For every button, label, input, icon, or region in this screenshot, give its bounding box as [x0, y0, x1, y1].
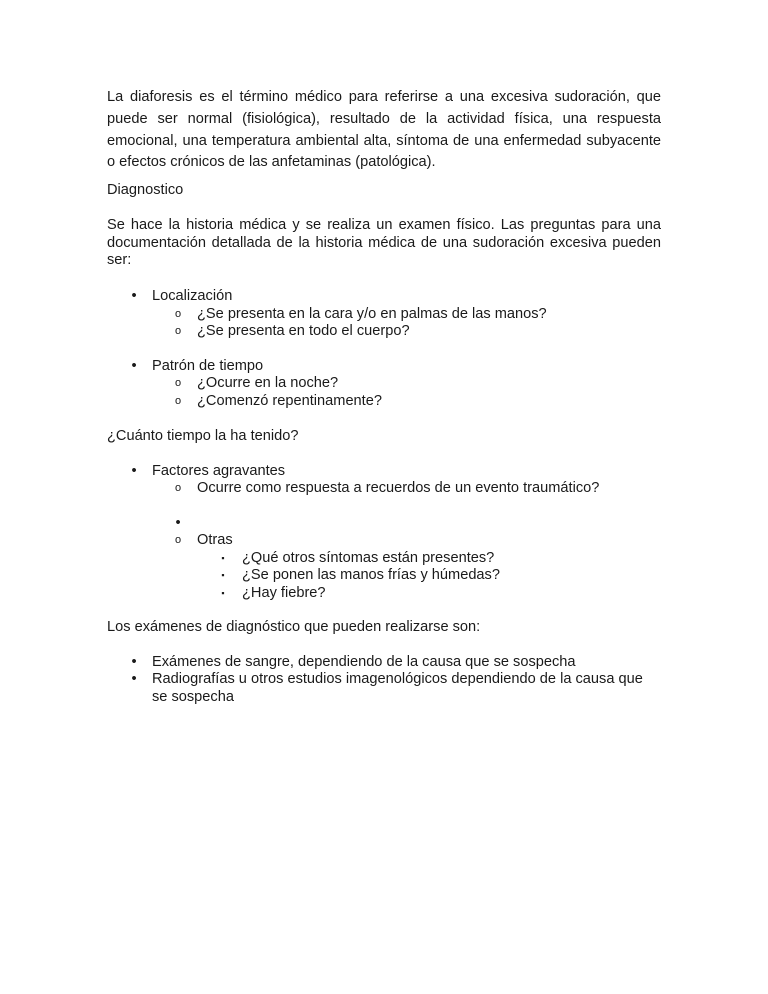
bullet-icon: • [131, 358, 137, 374]
list-item [107, 584, 661, 602]
historia-paragraph: Se hace la historia médica y se realiza un examen físico. Las preguntas para una documentación detallada de la historia médica de una sudoración excesiva pueden ser: [107, 217, 661, 268]
cuanto-paragraph: ¿Cuánto tiempo la ha tenido? [107, 428, 299, 444]
item-otras-q2: ¿Se ponen las manos frías y húmedas? [242, 567, 500, 583]
list-item [107, 357, 661, 375]
item-radiografias: Radiografías u otros estudios imagenológicos dependiendo de la causa que se sospecha [152, 671, 643, 705]
list-item [107, 392, 661, 410]
item-loc-q2: ¿Se presenta en todo el cuerpo? [197, 323, 410, 339]
circle-bullet-icon: o [174, 534, 182, 546]
circle-bullet-icon: o [174, 395, 182, 407]
examenes-paragraph: Los exámenes de diagnóstico que pueden realizarse son: [107, 619, 481, 635]
item-pat-q2: ¿Comenzó repentinamente? [197, 393, 382, 409]
circle-bullet-icon: o [174, 482, 182, 494]
square-bullet-icon: ▪ [221, 570, 225, 580]
bullet-icon: • [131, 288, 137, 304]
bullet-icon: • [131, 463, 137, 479]
item-fac-q1: Ocurre como respuesta a recuerdos de un evento traumático? [197, 480, 600, 496]
list-item [107, 322, 661, 340]
item-localizacion: Localización [152, 288, 233, 304]
list-item [107, 566, 661, 584]
list-item [107, 305, 661, 323]
item-otras-q3: ¿Hay fiebre? [242, 585, 326, 601]
circle-bullet-icon: o [174, 308, 182, 320]
list-item [107, 374, 661, 392]
list-item [107, 287, 661, 305]
list-item [107, 531, 661, 549]
list-item [107, 462, 661, 480]
item-patron: Patrón de tiempo [152, 358, 264, 374]
item-examen-sangre: Exámenes de sangre, dependiendo de la causa que se sospecha [152, 654, 576, 670]
item-pat-q1: ¿Ocurre en la noche? [197, 375, 339, 391]
bullet-icon: • [175, 515, 181, 531]
item-factores: Factores agravantes [152, 463, 286, 479]
bullet-icon: • [131, 671, 137, 687]
list-item [107, 653, 661, 671]
circle-bullet-icon: o [174, 377, 182, 389]
item-otras: Otras [197, 532, 233, 548]
intro-paragraph: La diaforesis es el término médico para referirse a una excesiva sudoración, que puede ser normal (fisiológica), resultado de la actividad física, una respuesta emocional, una temperatura ambiental alta, síntoma de una enfermedad subyacente o efectos crónicos de las anfetaminas (patológica). [107, 89, 661, 171]
circle-bullet-icon: o [174, 325, 182, 337]
item-loc-q1: ¿Se presenta en la cara y/o en palmas de las manos? [197, 306, 547, 322]
square-bullet-icon: ▪ [221, 588, 225, 598]
list-item [107, 479, 661, 497]
bullet-icon: • [131, 654, 137, 670]
heading-diagnostico: Diagnostico [107, 182, 184, 198]
list-item-empty [107, 514, 661, 532]
list-item [107, 549, 661, 567]
square-bullet-icon: ▪ [221, 553, 225, 563]
list-item [107, 670, 661, 706]
item-otras-q1: ¿Qué otros síntomas están presentes? [242, 550, 495, 566]
